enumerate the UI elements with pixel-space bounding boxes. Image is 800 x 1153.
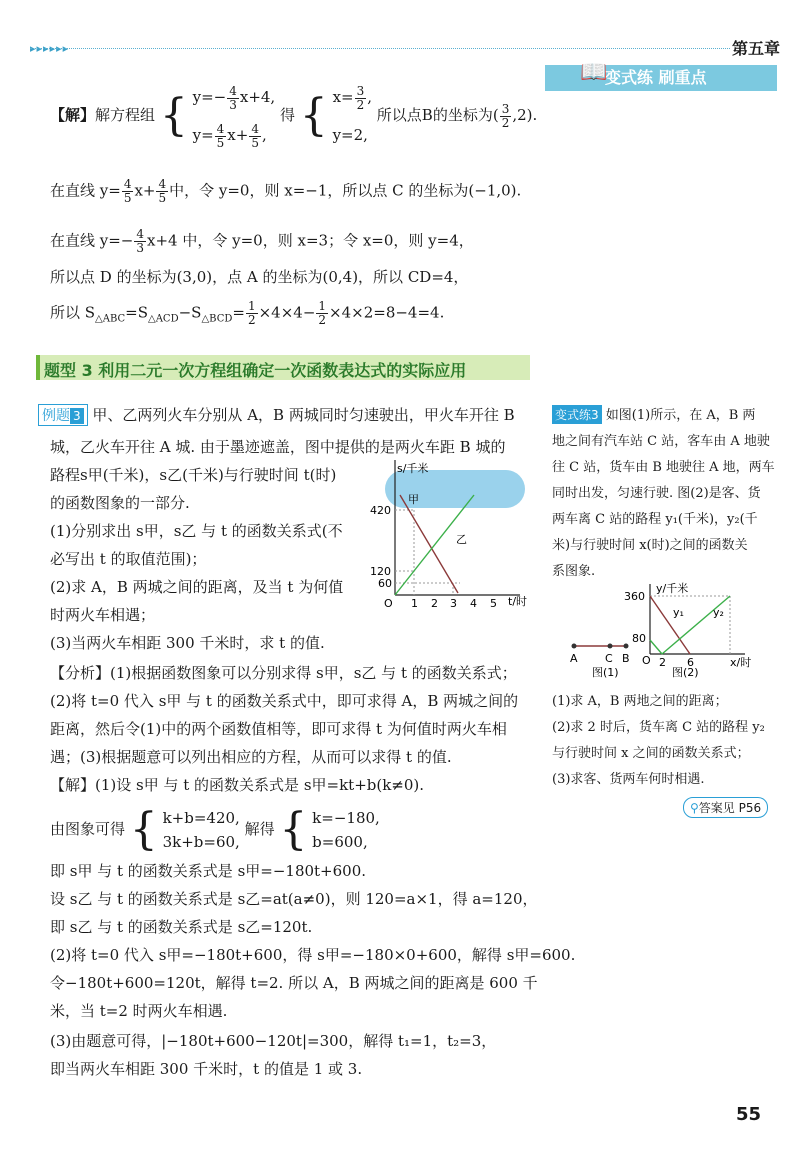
eq: b=600, [312, 833, 368, 851]
num: 3 [501, 101, 510, 116]
xtick-2: 2 [431, 597, 438, 610]
text: 由图象可得 [50, 820, 126, 838]
solution-system-line [50, 78, 537, 154]
solution-3: 即 s甲 与 t 的函数关系式是 s甲=−180t+600. [50, 862, 367, 880]
text: =S [125, 303, 149, 322]
label-jia: 甲 [408, 493, 419, 506]
num: 4 [216, 121, 225, 136]
fraction [500, 103, 512, 130]
analysis-3: 距离，然后令(1)中的两个函数值相等，即可求得 t 为何值时两火车相 [50, 720, 507, 738]
fraction [134, 228, 146, 255]
text: −S [178, 303, 202, 322]
origin-label: O [384, 597, 393, 610]
fraction [122, 178, 134, 205]
section-title: 题型 3 利用二元一次方程组确定一次函数表达式的实际应用 [44, 361, 467, 380]
text: , [367, 88, 373, 106]
variant-line-1 [552, 404, 755, 424]
question-1a: (1)分别求出 s甲，s乙 与 t 的函数关系式(不 [50, 522, 343, 540]
example-line-1 [38, 404, 515, 426]
question-2b: 时两火车相遇； [50, 606, 156, 624]
y-axis-label: s/千米 [397, 462, 429, 475]
text: ,2). [512, 106, 538, 124]
text: x= [332, 88, 354, 106]
variant-line-4: 同时出发，匀速行驶. 图(2)是客、货 [552, 486, 761, 501]
equation-1 [193, 78, 276, 116]
solution-10: 即当两火车相距 300 千米时，t 的值是 1 或 3. [50, 1060, 363, 1078]
text: 如图(1)所示，在 A，B 两 [605, 408, 756, 423]
question-3: (3)当两火车相距 300 千米时，求 t 的值. [50, 634, 325, 652]
solution-9: (3)由题意可得，|−180t+600−120t|=300，解得 t₁=1，t₂=3， [50, 1032, 497, 1050]
x-axis-label: t/时 [508, 595, 528, 608]
variant-line-3: 往 C 站，货车由 B 地驶往 A 地，两车 [552, 460, 775, 475]
example-line-3: 路程s甲(千米)，s乙(千米)与行驶时间 t(时) [50, 466, 337, 484]
solution-y: y=2, [332, 126, 368, 144]
den: 5 [158, 191, 167, 205]
solution-2-system [50, 806, 380, 854]
num: 1 [318, 299, 327, 313]
point-a [572, 644, 577, 649]
text: 所以点B的坐标为( [376, 106, 499, 124]
analysis-2: (2)将 t=0 代入 s甲 与 t 的函数关系式中，即可求得 A，B 两城之间的 [50, 692, 519, 710]
brace: { [299, 90, 328, 141]
variant-question-3: (3)求客、货两车何时相遇. [552, 772, 705, 787]
brace: { [129, 804, 158, 855]
line-point-c [50, 178, 521, 205]
point-b [624, 644, 629, 649]
den: 5 [123, 191, 132, 205]
variant-banner: 变式练 刷重点 [545, 65, 777, 91]
eq: 3k+b=60, [162, 833, 240, 851]
ytick-80: 80 [632, 632, 646, 645]
num: 4 [229, 83, 237, 98]
text: 在直线 y=− [50, 231, 134, 250]
num: 4 [123, 177, 132, 191]
text: 所以 S [50, 303, 96, 322]
den: 3 [229, 97, 237, 112]
origin-label: O [642, 654, 651, 667]
den: 3 [136, 241, 145, 255]
text: y= [192, 126, 214, 144]
caption-fig1: 图(1) [592, 666, 619, 679]
ytick-60: 60 [378, 577, 392, 590]
ytick-420: 420 [370, 504, 391, 517]
text: 答案见 P56 [698, 801, 762, 815]
page-number: 55 [736, 1104, 762, 1125]
label-a: A [570, 652, 578, 665]
variant-line-7: 系图象. [552, 564, 596, 579]
solution-5: 即 s乙 与 t 的函数关系式是 s乙=120t. [50, 918, 313, 936]
solution-7: 令−180t+600=120t，解得 t=2. 所以 A，B 两城之间的距离是 600 千 [50, 974, 538, 992]
xtick-2: 2 [659, 656, 666, 669]
fraction [316, 300, 328, 327]
text: , [261, 126, 267, 144]
line-y1 [650, 596, 690, 654]
pin-icon: ⚲ [690, 801, 699, 815]
example-number: 3 [70, 408, 84, 424]
xtick-3: 3 [450, 597, 457, 610]
example-tag [38, 404, 88, 426]
text: 例题 [42, 408, 70, 424]
eq: k=−180, [312, 809, 380, 827]
num: 4 [251, 121, 259, 136]
solution-1: 【解】(1)设 s甲 与 t 的函数关系式是 s甲=kt+b(k≠0). [50, 776, 425, 794]
label-y1: y₁ [673, 606, 684, 619]
equation-system [193, 78, 276, 154]
answer-reference[interactable] [683, 797, 768, 818]
text: 甲、乙两列火车分别从 A，B 两城同时匀速驶出，甲火车开往 B [92, 406, 515, 424]
den: 2 [247, 313, 256, 327]
text: x+4, [239, 88, 276, 106]
header-arrows: ▸▸▸▸▸▸ [30, 42, 70, 55]
line-coordinates: 所以点 D 的坐标为(3,0)，点 A 的坐标为(0,4)，所以 CD=4， [50, 268, 469, 286]
label-yi: 乙 [456, 533, 467, 546]
analysis-1: 【分析】(1)根据函数图象可以分别求得 s甲，s乙 与 t 的函数关系式； [50, 664, 517, 682]
variant-question-1: (1)求 A，B 两地之间的距离； [552, 694, 728, 709]
den: 5 [216, 135, 225, 150]
header-rule [30, 48, 730, 49]
text: 中，令 y=0，则 x=−1，所以点 C 的坐标为(−1,0). [169, 181, 522, 200]
den: 5 [251, 135, 259, 150]
den: 2 [356, 97, 365, 112]
xtick-1: 1 [411, 597, 418, 610]
system [163, 806, 240, 854]
xtick-4: 4 [470, 597, 477, 610]
caption-fig2: 图(2) [672, 666, 699, 679]
chapter-title: 第五章 [732, 39, 781, 58]
num: 4 [136, 227, 145, 241]
solution-8: 米，当 t=2 时两火车相遇. [50, 1002, 228, 1020]
text: ×4×4− [258, 303, 316, 322]
xtick-6: 6 [687, 656, 694, 669]
student-reading-icon: 📖 [580, 60, 608, 85]
solution-4: 设 s乙 与 t 的函数关系式是 s乙=at(a≠0)，则 120=a×1，得 a=120， [50, 890, 538, 908]
line-point-d [50, 228, 474, 255]
variant-line-2: 地之间有汽车站 C 站，客车由 A 地驶 [552, 434, 770, 449]
graph-1 [370, 455, 530, 615]
line-y2-first [650, 640, 662, 654]
sub: △BCD [201, 313, 233, 325]
variant-question-2a: (2)求 2 时后，货车离 C 站的路程 y₂ [552, 720, 765, 735]
variant-line-6: 米)与行驶时间 x(时)之间的函数关 [552, 538, 748, 553]
num: 1 [247, 299, 256, 313]
xtick-5: 5 [490, 597, 497, 610]
den: 2 [318, 313, 327, 327]
variant-number: 3 [591, 408, 599, 422]
sub: △ABC [95, 313, 126, 325]
text: = [232, 303, 245, 322]
x-axis-label: x/时 [730, 656, 752, 669]
y-axis-label: y/千米 [656, 582, 689, 595]
den: 2 [501, 115, 510, 130]
num: 4 [158, 177, 167, 191]
graph-2 [560, 582, 780, 682]
variant-line-5: 两车离 C 站的路程 y₁(千米)，y₂(千 [552, 512, 758, 527]
text: x+ [134, 181, 156, 200]
fraction [249, 123, 261, 150]
solution-6: (2)将 t=0 代入 s甲=−180t+600，得 s甲=−180×0+600，解得 s甲=600. [50, 946, 576, 964]
fraction [355, 85, 367, 112]
label-y2: y₂ [713, 606, 724, 619]
text: 解方程组 [95, 106, 156, 124]
text: x+ [227, 126, 249, 144]
brace: { [279, 804, 308, 855]
sub: △ACD [148, 313, 179, 325]
num: 3 [356, 83, 365, 98]
fraction [227, 85, 239, 112]
point-c [608, 644, 613, 649]
variant-tag [552, 405, 602, 424]
text: ×4×2=8−4=4. [329, 303, 445, 322]
ytick-360: 360 [624, 590, 645, 603]
ytick-120: 120 [370, 565, 391, 578]
fraction [156, 178, 168, 205]
line-area [50, 300, 444, 327]
line-y2-second [662, 596, 730, 654]
text: x+4 中，令 y=0，则 x=3；令 x=0，则 y=4， [147, 231, 474, 250]
analysis-4: 遇；(3)根据题意可以列出相应的方程，从而可以求得 t 的值. [50, 748, 452, 766]
brace: { [159, 90, 188, 141]
equation-2 [193, 116, 276, 154]
fraction [215, 123, 227, 150]
example-line-4: 的函数图象的一部分. [50, 494, 190, 512]
text: 得 [279, 106, 295, 124]
question-2a: (2)求 A，B 两城之间的距离，及当 t 为何值 [50, 578, 344, 596]
text: 在直线 y= [50, 181, 121, 200]
example-line-2: 城，乙火车开往 A 城. 由于墨迹遮盖，图中提供的是两火车距 B 城的 [50, 438, 506, 456]
solution-x [333, 78, 372, 116]
eq: k+b=420, [162, 809, 240, 827]
label-c: C [605, 652, 613, 665]
system [312, 806, 380, 854]
variant-question-2b: 与行驶时间 x 之间的函数关系式； [552, 746, 750, 761]
text: 变式练 [555, 408, 592, 422]
solution-system [333, 78, 372, 154]
text: 解得 [244, 820, 275, 838]
question-1b: 必写出 t 的取值范围)； [50, 550, 207, 568]
text: y=− [192, 88, 227, 106]
label-b: B [622, 652, 630, 665]
solution-tag: 【解】 [50, 106, 96, 124]
fraction [246, 300, 258, 327]
